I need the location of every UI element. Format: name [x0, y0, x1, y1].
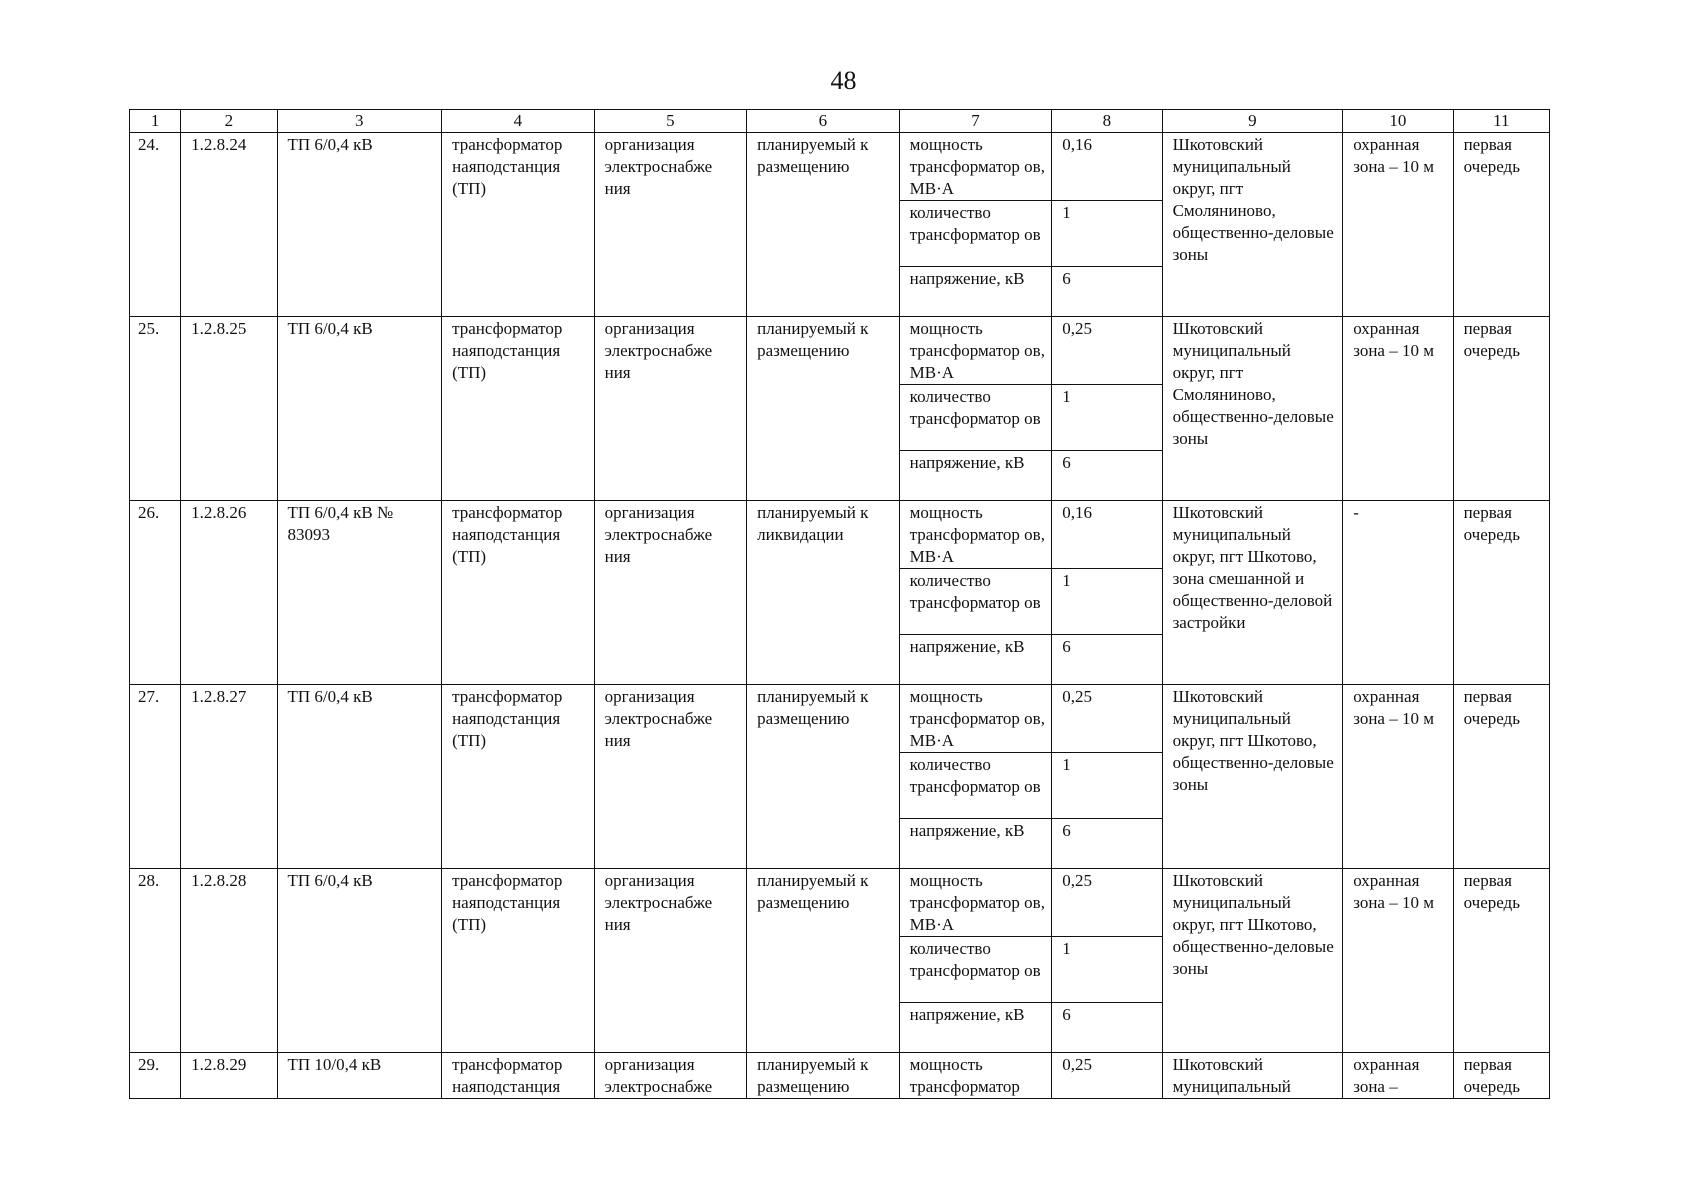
param-label: напряжение, кВ — [899, 451, 1052, 501]
param-value: 0,25 — [1052, 1053, 1162, 1099]
param-value: 1 — [1052, 201, 1162, 267]
object-location: Шкотовский муниципальный — [1162, 1053, 1343, 1099]
param-value: 6 — [1052, 1003, 1162, 1053]
object-type: трансформатор наяподстанция (ТП) — [442, 317, 595, 501]
protection-zone: охранная зона – 10 м — [1343, 133, 1453, 317]
objects-table — [129, 109, 1550, 1099]
param-value: 6 — [1052, 635, 1162, 685]
object-name: ТП 6/0,4 кВ — [277, 869, 442, 1053]
implementation-queue: первая очередь — [1453, 501, 1549, 685]
object-type: трансформатор наяподстанция (ТП) — [442, 869, 595, 1053]
table-row — [130, 1053, 1550, 1099]
column-number: 6 — [747, 110, 900, 133]
table-row — [130, 501, 1550, 569]
param-label: количество трансформатор ов — [899, 201, 1052, 267]
object-code: 1.2.8.27 — [181, 685, 277, 869]
object-type: трансформатор наяподстанция (ТП) — [442, 685, 595, 869]
param-label: количество трансформатор ов — [899, 385, 1052, 451]
object-type: трансформатор наяподстанция (ТП) — [442, 133, 595, 317]
table-row — [130, 685, 1550, 753]
param-value: 1 — [1052, 385, 1162, 451]
param-value: 1 — [1052, 937, 1162, 1003]
implementation-queue: первая очередь — [1453, 869, 1549, 1053]
object-name: ТП 6/0,4 кВ — [277, 133, 442, 317]
object-location: Шкотовский муниципальный округ, пгт Смоляниново, общественно-деловые зоны — [1162, 133, 1343, 317]
object-type: трансформатор наяподстанция — [442, 1053, 595, 1099]
object-status: планируемый к размещению — [747, 133, 900, 317]
param-value: 6 — [1052, 819, 1162, 869]
object-purpose: организация электроснабже ния — [594, 317, 747, 501]
row-number: 27. — [130, 685, 181, 869]
object-status: планируемый к размещению — [747, 317, 900, 501]
param-value: 0,16 — [1052, 501, 1162, 569]
param-label: напряжение, кВ — [899, 267, 1052, 317]
object-name: ТП 6/0,4 кВ — [277, 685, 442, 869]
implementation-queue: первая очередь — [1453, 685, 1549, 869]
column-number: 9 — [1162, 110, 1343, 133]
column-number: 1 — [130, 110, 181, 133]
object-status: планируемый к размещению — [747, 1053, 900, 1099]
protection-zone: охранная зона – — [1343, 1053, 1453, 1099]
object-location: Шкотовский муниципальный округ, пгт Шкотово, общественно-деловые зоны — [1162, 685, 1343, 869]
row-number: 25. — [130, 317, 181, 501]
protection-zone: - — [1343, 501, 1453, 685]
param-value: 1 — [1052, 753, 1162, 819]
row-number: 24. — [130, 133, 181, 317]
param-label: количество трансформатор ов — [899, 753, 1052, 819]
protection-zone: охранная зона – 10 м — [1343, 869, 1453, 1053]
object-status: планируемый к размещению — [747, 869, 900, 1053]
object-location: Шкотовский муниципальный округ, пгт Шкотово, общественно-деловые зоны — [1162, 869, 1343, 1053]
object-code: 1.2.8.29 — [181, 1053, 277, 1099]
param-label: напряжение, кВ — [899, 1003, 1052, 1053]
param-value: 1 — [1052, 569, 1162, 635]
object-code: 1.2.8.25 — [181, 317, 277, 501]
param-label: мощность трансформатор ов, МВ·А — [899, 685, 1052, 753]
column-number: 7 — [899, 110, 1052, 133]
object-status: планируемый к размещению — [747, 685, 900, 869]
column-number: 11 — [1453, 110, 1549, 133]
object-name: ТП 6/0,4 кВ — [277, 317, 442, 501]
implementation-queue: первая очередь — [1453, 1053, 1549, 1099]
object-location: Шкотовский муниципальный округ, пгт Шкотово, зона смешанной и общественно-деловой застройки — [1162, 501, 1343, 685]
object-code: 1.2.8.26 — [181, 501, 277, 685]
object-status: планируемый к ликвидации — [747, 501, 900, 685]
param-label: мощность трансформатор ов, МВ·А — [899, 501, 1052, 569]
column-number: 5 — [594, 110, 747, 133]
object-code: 1.2.8.24 — [181, 133, 277, 317]
column-number: 8 — [1052, 110, 1162, 133]
protection-zone: охранная зона – 10 м — [1343, 685, 1453, 869]
param-value: 0,16 — [1052, 133, 1162, 201]
param-label: напряжение, кВ — [899, 819, 1052, 869]
implementation-queue: первая очередь — [1453, 133, 1549, 317]
object-code: 1.2.8.28 — [181, 869, 277, 1053]
protection-zone: охранная зона – 10 м — [1343, 317, 1453, 501]
object-purpose: организация электроснабже ния — [594, 685, 747, 869]
object-purpose: организация электроснабже ния — [594, 501, 747, 685]
object-type: трансформатор наяподстанция (ТП) — [442, 501, 595, 685]
row-number: 29. — [130, 1053, 181, 1099]
param-value: 0,25 — [1052, 869, 1162, 937]
table-row — [130, 133, 1550, 201]
column-number-row — [130, 110, 1550, 133]
param-label: мощность трансформатор ов, МВ·А — [899, 317, 1052, 385]
table-row — [130, 317, 1550, 385]
param-label: количество трансформатор ов — [899, 569, 1052, 635]
param-value: 0,25 — [1052, 685, 1162, 753]
param-label: мощность трансформатор — [899, 1053, 1052, 1099]
object-name: ТП 10/0,4 кВ — [277, 1053, 442, 1099]
param-value: 6 — [1052, 267, 1162, 317]
param-label: напряжение, кВ — [899, 635, 1052, 685]
object-location: Шкотовский муниципальный округ, пгт Смоляниново, общественно-деловые зоны — [1162, 317, 1343, 501]
column-number: 4 — [442, 110, 595, 133]
param-label: мощность трансформатор ов, МВ·А — [899, 133, 1052, 201]
row-number: 28. — [130, 869, 181, 1053]
param-value: 0,25 — [1052, 317, 1162, 385]
object-purpose: организация электроснабже — [594, 1053, 747, 1099]
row-number: 26. — [130, 501, 181, 685]
param-label: количество трансформатор ов — [899, 937, 1052, 1003]
param-label: мощность трансформатор ов, МВ·А — [899, 869, 1052, 937]
table-row — [130, 869, 1550, 937]
param-value: 6 — [1052, 451, 1162, 501]
object-name: ТП 6/0,4 кВ № 83093 — [277, 501, 442, 685]
column-number: 3 — [277, 110, 442, 133]
object-purpose: организация электроснабже ния — [594, 133, 747, 317]
implementation-queue: первая очередь — [1453, 317, 1549, 501]
column-number: 2 — [181, 110, 277, 133]
object-purpose: организация электроснабже ния — [594, 869, 747, 1053]
page-number: 48 — [830, 66, 857, 95]
column-number: 10 — [1343, 110, 1453, 133]
